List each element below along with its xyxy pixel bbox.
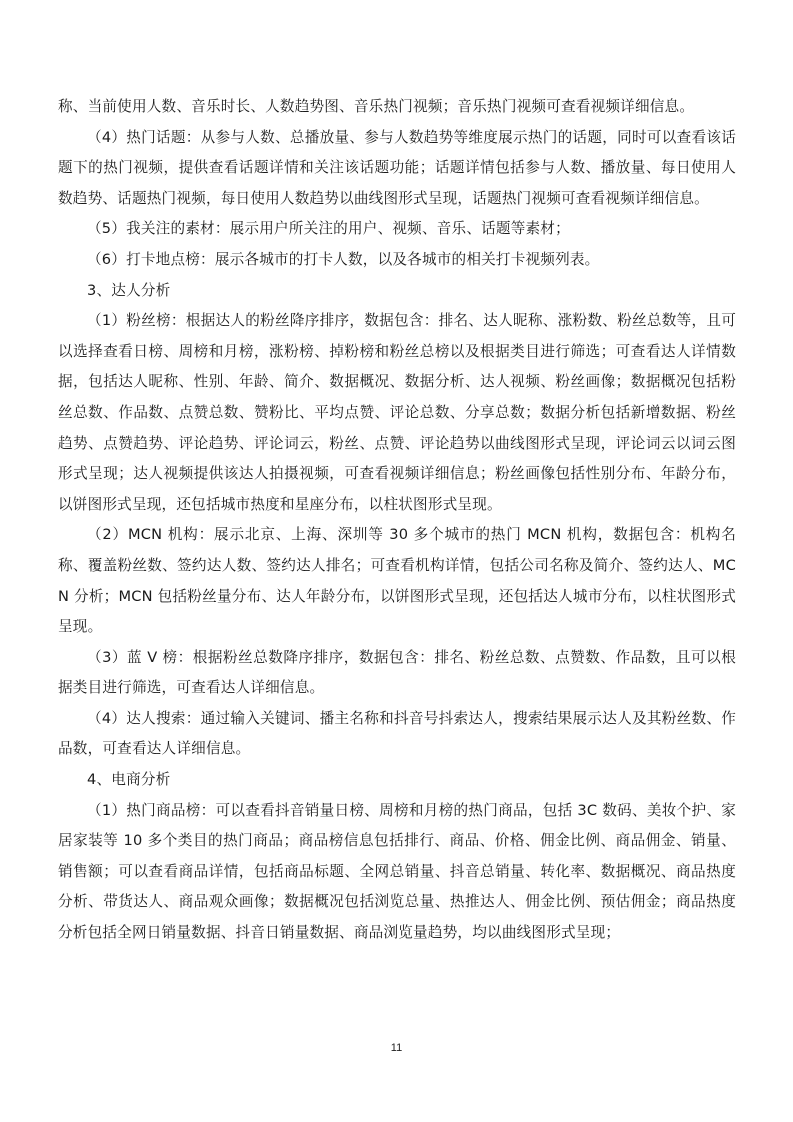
page-number: 11 bbox=[390, 1042, 403, 1054]
paragraph-fans-ranking: （1）粉丝榜：根据达人的粉丝降序排序，数据包含：排名、达人昵称、涨粉数、粉丝总数等，且可以选择查看日榜、周榜和月榜，涨粉榜、掉粉榜和粉丝总榜以及根据类目进行筛选；可查看达人详情数据，包括达人昵称、性别、年龄、简介、数据概况、数据分析、达人视频、粉丝画像；数据概况包括粉丝总数、作品数、点赞总数、赞粉比、平均点赞、评论总数、分享总数；数据分析包括新增数据、粉丝趋势、点赞趋势、评论趋势、评论词云，粉丝、点赞、评论趋势以曲线图形式呈现，评论词云以词云图形式呈现；达人视频提供该达人拍摄视频，可查看视频详细信息；粉丝画像包括性别分布、年龄分布，以饼图形式呈现，还包括城市热度和星座分布，以柱状图形式呈现。 bbox=[58, 312, 736, 513]
paragraph-followed-materials: （5）我关注的素材：展示用户所关注的用户、视频、音乐、话题等素材； bbox=[87, 220, 570, 238]
paragraph-checkin-ranking: （6）打卡地点榜：展示各城市的打卡人数，以及各城市的相关打卡视频列表。 bbox=[87, 250, 600, 268]
paragraph-hot-topics: （4）热门话题：从参与人数、总播放量、参与人数趋势等维度展示热门的话题，同时可以查看该话题下的热门视频，提供查看话题详情和关注该话题功能；话题详情包括参与人数、播放量、每日使用人数趋势、话题热门视频，每日使用人数趋势以曲线图形式呈现，话题热门视频可查看视频详细信息。 bbox=[58, 128, 736, 207]
paragraph-hot-products: （1）热门商品榜：可以查看抖音销量日榜、周榜和月榜的热门商品，包括 3C 数码、美妆个护、家居家装等 10 多个类目的热门商品；商品榜信息包括排行、商品、价格、佣金比例、商品佣金、销量、销售额；可以查看商品详情，包括商品标题、全网总销量、抖音总销量、转化率、数据概况、商品热度分析、带货达人、商品观众画像；数据概况包括浏览总量、热推达人、佣金比例、预估佣金；商品热度分析包括全网日销量数据、抖音日销量数据、商品浏览量趋势，均以曲线图形式呈现； bbox=[58, 801, 736, 942]
paragraph-blue-v-ranking: （3）蓝 V 榜：根据粉丝总数降序排序，数据包含：排名、粉丝总数、点赞数、作品数，且可以根据类目进行筛选，可查看达人详细信息。 bbox=[58, 648, 736, 697]
section-heading-influencer-analysis: 3、达人分析 bbox=[87, 281, 171, 299]
paragraph-influencer-search: （4）达人搜索：通过输入关键词、播主名称和抖音号抖索达人，搜索结果展示达人及其粉丝数、作品数，可查看达人详细信息。 bbox=[58, 709, 736, 758]
section-heading-ecommerce-analysis: 4、电商分析 bbox=[87, 771, 171, 789]
paragraph-mcn-agencies: （2）MCN 机构：展示北京、上海、深圳等 30 多个城市的热门 MCN 机构，数据包含：机构名称、覆盖粉丝数、签约达人数、签约达人排名；可查看机构详情，包括公司名称及简介、签约达人、MCN 分析；MCN 包括粉丝量分布、达人年龄分布，以饼图形式呈现，还包括达人城市分布，以柱状图形式呈现。 bbox=[58, 526, 736, 636]
paragraph-music-continued: 称、当前使用人数、音乐时长、人数趋势图、音乐热门视频；音乐热门视频可查看视频详细信息。 bbox=[58, 98, 695, 115]
document-body bbox=[58, 92, 736, 949]
